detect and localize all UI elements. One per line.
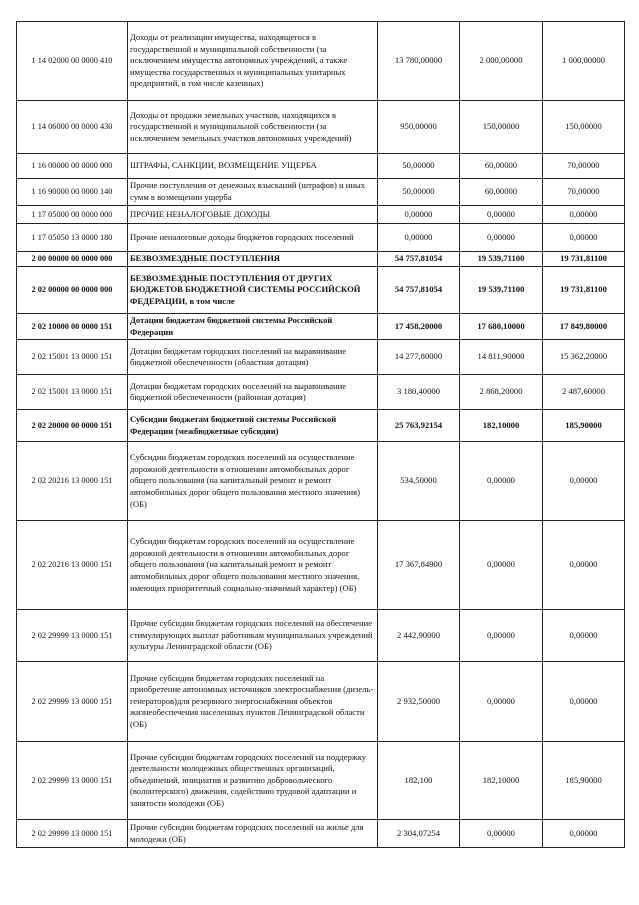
- row-code: 1 14 06000 00 0000 430: [17, 101, 128, 154]
- row-code: 2 02 10000 00 0000 151: [17, 314, 128, 340]
- row-name: Дотации бюджетам городских поселений на выравнивание бюджетной обеспеченности (районная дотация): [128, 375, 378, 410]
- row-value-3: 19 731,81100: [543, 267, 625, 314]
- row-name: Прочие субсидии бюджетам городских поселений на обеспечение стимулирующих выплат работникам муниципальных учреждений культуры Ленинградской области (ОБ): [128, 610, 378, 662]
- row-name: Субсидии бюджетам городских поселений на осуществление дорожной деятельности в отношении автомобильных дорог общего пользования (на капитальный ремонт и ремонт автомобильных дорог общего пользования местного значения, имеющих приоритетный социально-значимый характер) (ОБ): [128, 521, 378, 610]
- table-row: [17, 101, 625, 154]
- row-value-1: 3 180,40000: [378, 375, 460, 410]
- row-name: Прочие неналоговые доходы бюджетов городских поселений: [128, 224, 378, 252]
- row-value-2: 182,10000: [460, 410, 543, 442]
- row-value-1: 2 442,90000: [378, 610, 460, 662]
- row-value-2: 182,10000: [460, 742, 543, 820]
- row-value-2: 19 539,71100: [460, 267, 543, 314]
- table-row: [17, 442, 625, 521]
- table-row: [17, 22, 625, 101]
- row-code: 1 16 00000 00 0000 000: [17, 154, 128, 179]
- row-value-3: 70,00000: [543, 179, 625, 206]
- row-value-1: 17 367,84900: [378, 521, 460, 610]
- table-row: [17, 375, 625, 410]
- row-value-1: 0,00000: [378, 206, 460, 224]
- row-value-2: 0,00000: [460, 206, 543, 224]
- row-value-3: 0,00000: [543, 662, 625, 742]
- row-value-1: 50,00000: [378, 154, 460, 179]
- row-name: Дотации бюджетам городских поселений на выравнивание бюджетной обеспеченности (областная дотация): [128, 340, 378, 375]
- row-value-3: 1 000,00000: [543, 22, 625, 101]
- table-row: [17, 154, 625, 179]
- row-name: Доходы от продажи земельных участков, находящихся в государственной и муниципальной собственности (за исключением земельных участков автономных учреждений): [128, 101, 378, 154]
- row-value-3: 185,90000: [543, 410, 625, 442]
- row-value-1: 0,00000: [378, 224, 460, 252]
- row-value-1: 14 277,80000: [378, 340, 460, 375]
- row-value-1: 534,50000: [378, 442, 460, 521]
- row-value-3: 17 849,80000: [543, 314, 625, 340]
- row-name: Прочие поступления от денежных взысканий (штрафов) и иных сумм в возмещении ущерба: [128, 179, 378, 206]
- row-value-2: 2 868,20000: [460, 375, 543, 410]
- table-row: [17, 742, 625, 820]
- table-row: [17, 610, 625, 662]
- revenue-table: [16, 21, 625, 848]
- table-row: [17, 206, 625, 224]
- row-value-1: 182,100: [378, 742, 460, 820]
- row-value-2: 150,00000: [460, 101, 543, 154]
- row-value-1: 54 757,81054: [378, 252, 460, 267]
- table-row: [17, 410, 625, 442]
- row-value-1: 2 304,07254: [378, 820, 460, 848]
- row-name: ПРОЧИЕ НЕНАЛОГОВЫЕ ДОХОДЫ: [128, 206, 378, 224]
- row-value-1: 2 932,50000: [378, 662, 460, 742]
- row-name: Прочие субсидии бюджетам городских поселений на приобретение автономных источников электроснабжения (дизель-генераторов)для резервного энергоснабжения объектов жизнеобеспечения населенных пунктов Ленинградской области (ОБ): [128, 662, 378, 742]
- row-value-3: 185,90000: [543, 742, 625, 820]
- row-value-2: 0,00000: [460, 224, 543, 252]
- row-value-1: 25 763,92154: [378, 410, 460, 442]
- row-value-2: 0,00000: [460, 521, 543, 610]
- row-name: Дотации бюджетам бюджетной системы Российской Федерации: [128, 314, 378, 340]
- row-code: 2 02 20000 00 0000 151: [17, 410, 128, 442]
- table-row: [17, 267, 625, 314]
- row-value-3: 0,00000: [543, 610, 625, 662]
- row-name: Субсидии бюджетам городских поселений на осуществление дорожной деятельности в отношении автомобильных дорог общего пользования (на капитальный ремонт и ремонт автомобильных дорог общего пользования местного значения) (ОБ): [128, 442, 378, 521]
- table-row: [17, 314, 625, 340]
- row-name: Доходы от реализации имущества, находящегося в государственной и муниципальной собственности (за исключением имущества автономных учреждений, а также имущества государственных и муниципальных унитарных предприятий, в том числе казенных): [128, 22, 378, 101]
- row-value-3: 19 731,81100: [543, 252, 625, 267]
- row-value-3: 150,00000: [543, 101, 625, 154]
- table-row: [17, 662, 625, 742]
- row-value-2: 0,00000: [460, 662, 543, 742]
- row-value-2: 19 539,71100: [460, 252, 543, 267]
- row-code: 1 17 05050 13 0000 180: [17, 224, 128, 252]
- row-value-3: 0,00000: [543, 224, 625, 252]
- row-value-3: 70,00000: [543, 154, 625, 179]
- row-code: 2 02 20216 13 0000 151: [17, 442, 128, 521]
- row-value-2: 0,00000: [460, 442, 543, 521]
- row-name: ШТРАФЫ, САНКЦИИ, ВОЗМЕЩЕНИЕ УЩЕРБА: [128, 154, 378, 179]
- row-value-2: 2 000,00000: [460, 22, 543, 101]
- row-code: 1 16 90000 00 0000 140: [17, 179, 128, 206]
- row-name: БЕЗВОЗМЕЗДНЫЕ ПОСТУПЛЕНИЯ ОТ ДРУГИХ БЮДЖЕТОВ БЮДЖЕТНОЙ СИСТЕМЫ РОССИЙСКОЙ ФЕДЕРАЦИИ, в том числе: [128, 267, 378, 314]
- row-value-1: 13 780,00000: [378, 22, 460, 101]
- row-value-3: 2 487,60000: [543, 375, 625, 410]
- row-value-1: 54 757,81054: [378, 267, 460, 314]
- row-value-2: 60,00000: [460, 179, 543, 206]
- row-code: 2 02 20216 13 0000 151: [17, 521, 128, 610]
- row-code: 2 02 29999 13 0000 151: [17, 742, 128, 820]
- table-row: [17, 340, 625, 375]
- row-value-2: 0,00000: [460, 610, 543, 662]
- table-row: [17, 820, 625, 848]
- row-code: 2 02 00000 00 0000 000: [17, 267, 128, 314]
- row-value-3: 0,00000: [543, 442, 625, 521]
- row-value-3: 0,00000: [543, 820, 625, 848]
- row-code: 2 02 29999 13 0000 151: [17, 662, 128, 742]
- row-value-1: 950,00000: [378, 101, 460, 154]
- row-name: Субсидии бюджетам бюджетной системы Российской Федерации (межбюджетные субсидии): [128, 410, 378, 442]
- row-code: 2 02 15001 13 0000 151: [17, 375, 128, 410]
- row-value-2: 0,00000: [460, 820, 543, 848]
- table-row: [17, 252, 625, 267]
- row-code: 2 00 00000 00 0000 000: [17, 252, 128, 267]
- row-value-2: 60,00000: [460, 154, 543, 179]
- row-code: 1 14 02000 00 0000 410: [17, 22, 128, 101]
- row-code: 1 17 05000 00 0000 000: [17, 206, 128, 224]
- table-row: [17, 179, 625, 206]
- table-row: [17, 521, 625, 610]
- row-value-3: 0,00000: [543, 521, 625, 610]
- row-value-3: 15 362,20000: [543, 340, 625, 375]
- row-code: 2 02 29999 13 0000 151: [17, 820, 128, 848]
- table-row: [17, 224, 625, 252]
- row-name: БЕЗВОЗМЕЗДНЫЕ ПОСТУПЛЕНИЯ: [128, 252, 378, 267]
- row-value-1: 50,00000: [378, 179, 460, 206]
- row-value-3: 0,00000: [543, 206, 625, 224]
- row-code: 2 02 29999 13 0000 151: [17, 610, 128, 662]
- row-code: 2 02 15001 13 0000 151: [17, 340, 128, 375]
- row-name: Прочие субсидии бюджетам городских поселений на поддержку деятельности молодежных общественных организаций, объединений, инициатив и развитию добровольческого (волонтерского) движения, содействию трудовой адаптации и занятости молодежи (ОБ): [128, 742, 378, 820]
- row-value-2: 14 811,90000: [460, 340, 543, 375]
- row-value-2: 17 680,10000: [460, 314, 543, 340]
- row-value-1: 17 458,20000: [378, 314, 460, 340]
- row-name: Прочие субсидии бюджетам городских поселений на жилье для молодежи (ОБ): [128, 820, 378, 848]
